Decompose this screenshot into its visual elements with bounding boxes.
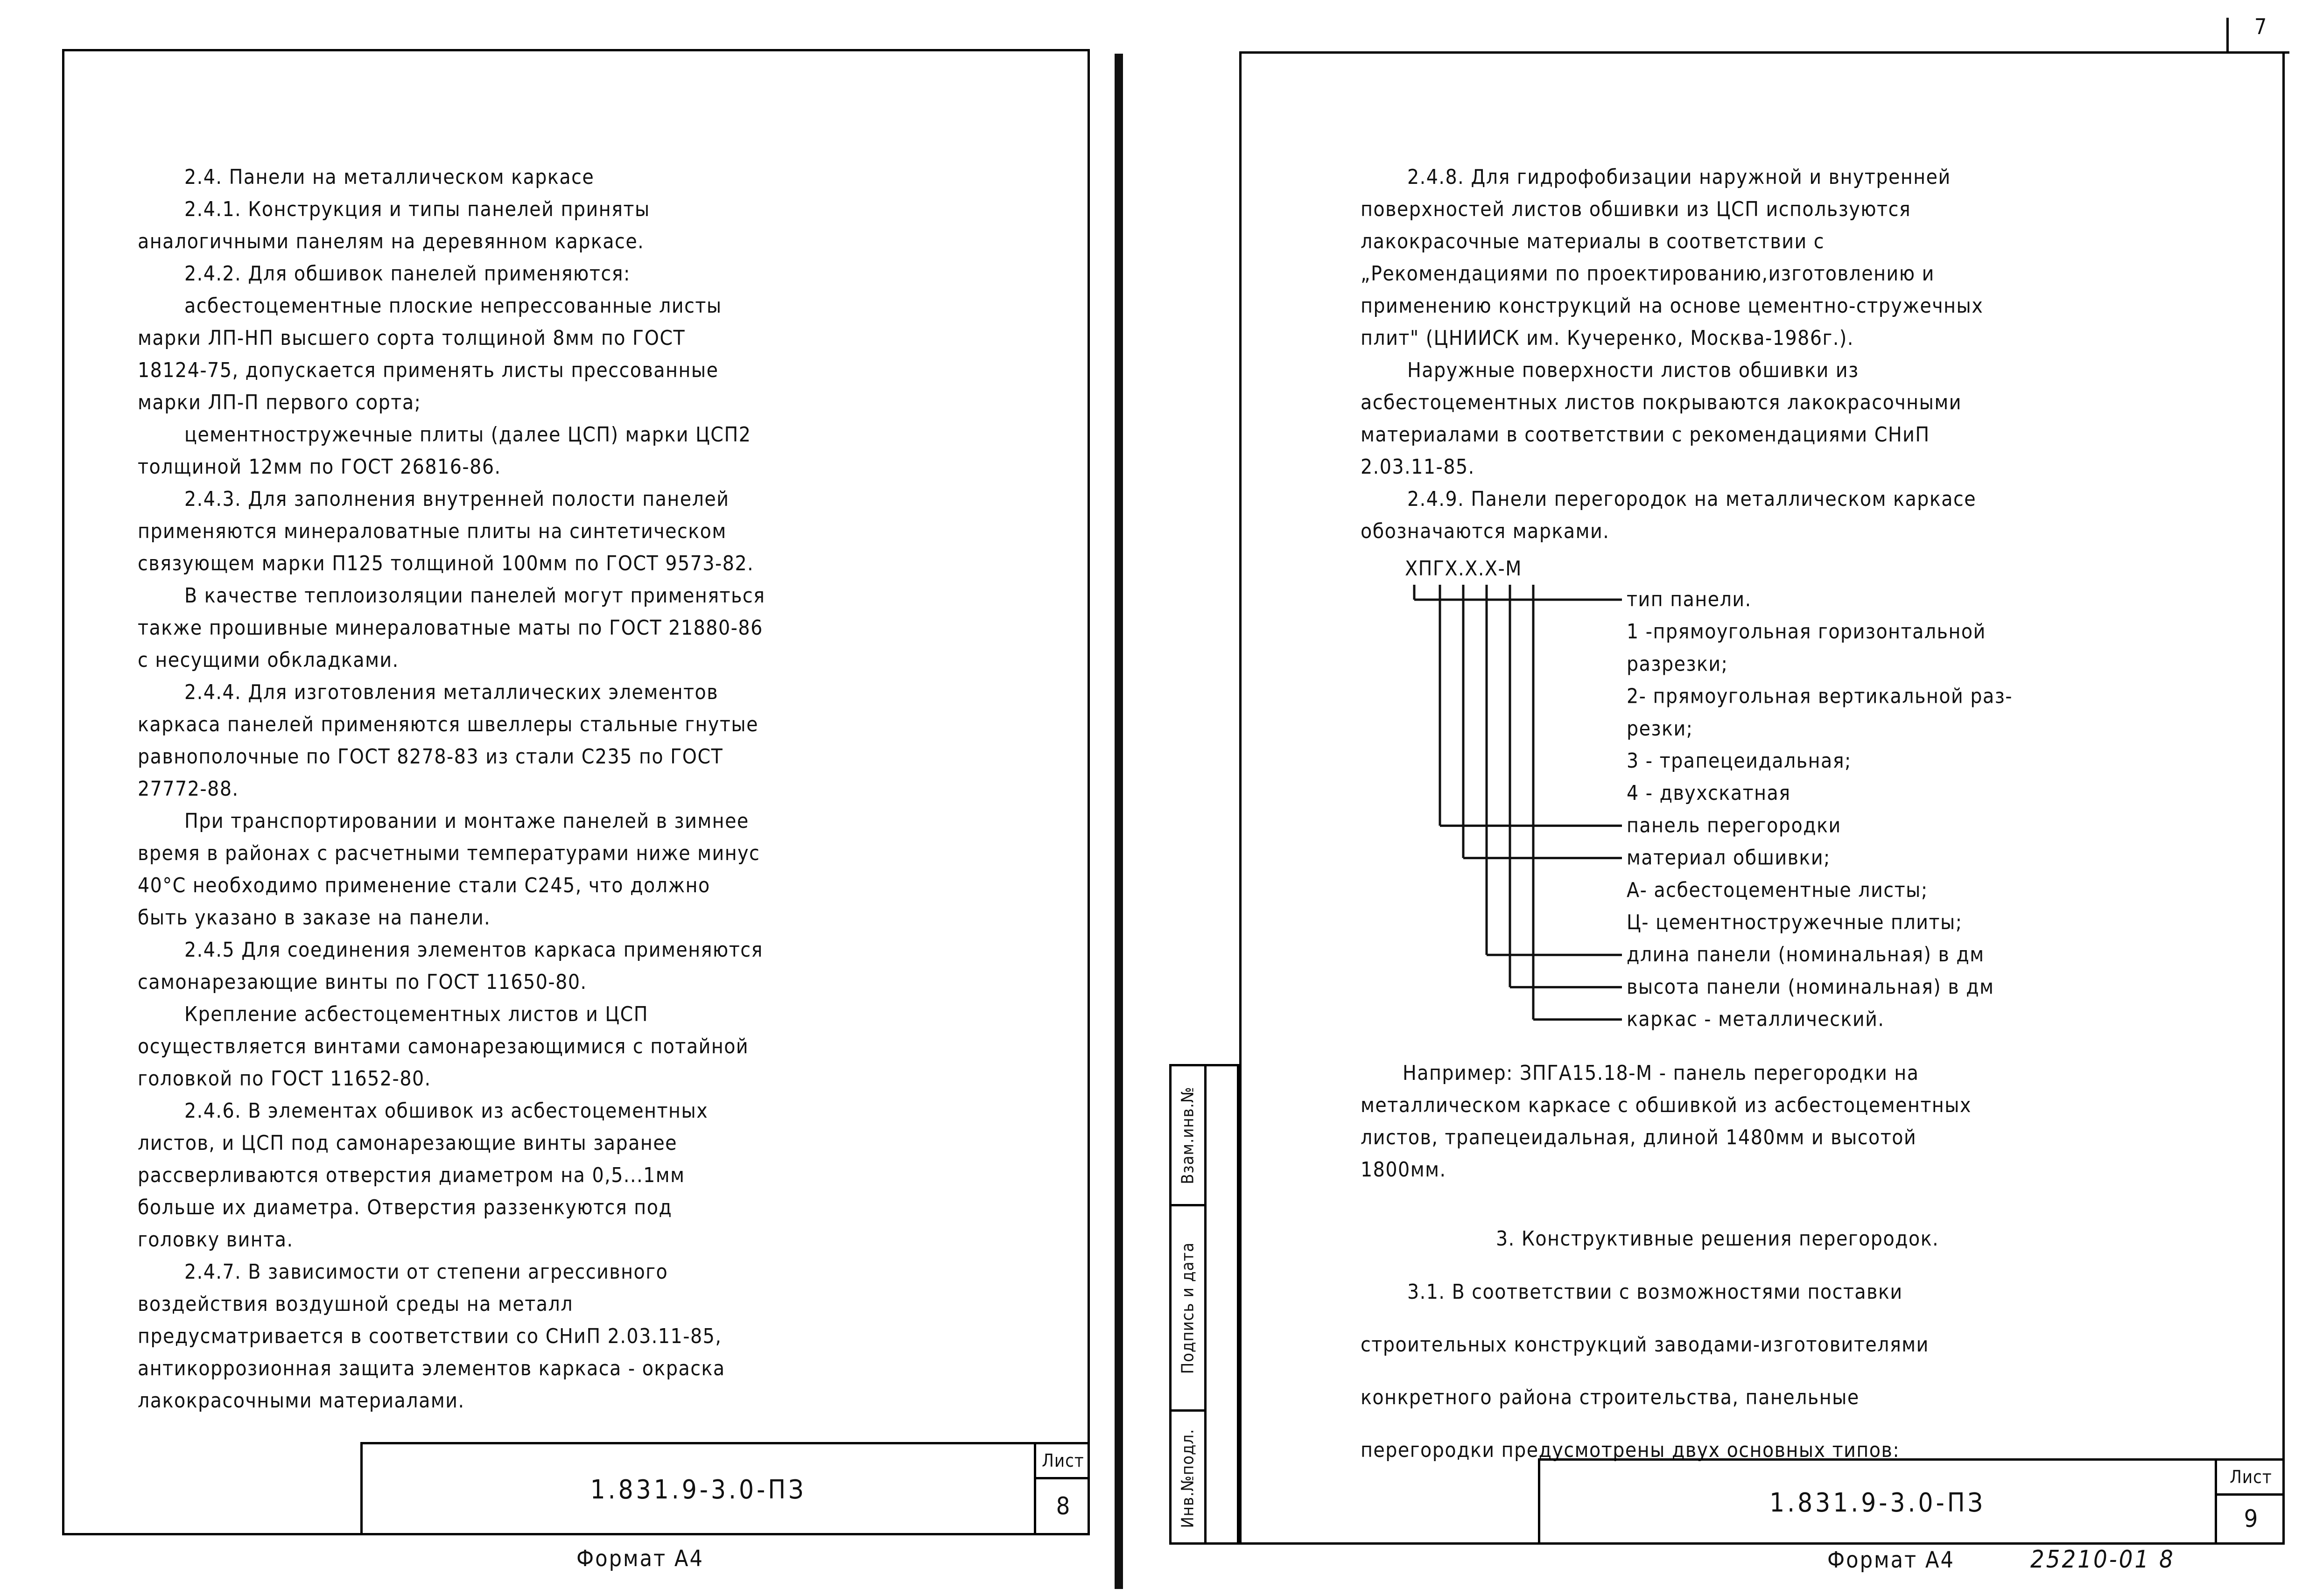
sheet-number: 9 xyxy=(2244,1505,2258,1533)
marking-legend xyxy=(1627,588,2013,1031)
text-line: 2.4.6. В элементах обшивок из асбестоцементных xyxy=(184,1099,709,1123)
text-line: антикоррозионная защита элементов каркаса - окраска xyxy=(138,1357,725,1380)
text-line: лакокрасочные материалы в соответствии с xyxy=(1361,230,1825,253)
stamp-label: Подпись и дата xyxy=(1178,1242,1198,1374)
legend-entry: высота панели (номинальная) в дм xyxy=(1627,975,1994,999)
legend-entry: каркас - металлический. xyxy=(1627,1007,1885,1031)
stamp-divider xyxy=(1204,1066,1207,1542)
stamp-cell xyxy=(1172,1412,1204,1545)
legend-entry: 1 -прямоугольная горизонтальной xyxy=(1627,620,1986,644)
text-line: обозначаются марками. xyxy=(1361,519,1610,543)
text-line: рассверливаются отверстия диаметром на 0,5...1мм xyxy=(138,1163,685,1187)
right-title-block xyxy=(1538,1458,2285,1545)
text-line: самонарезающие винты по ГОСТ 11650-80. xyxy=(138,970,587,994)
text-line: конкретного района строительства, панельные xyxy=(1361,1386,1860,1409)
text-line: 2.4.7. В зависимости от степени агрессивного xyxy=(184,1260,668,1284)
left-title-block xyxy=(360,1442,1090,1535)
legend-entry: панель перегородки xyxy=(1627,813,1841,838)
text-line: 2.4.4. Для изготовления металлических элементов xyxy=(184,680,719,704)
text-line: 2.4.8. Для гидрофобизации наружной и внутренней xyxy=(1407,165,1951,189)
text-line: листов, трапецеидальная, длиной 1480мм и высотой xyxy=(1361,1126,1917,1149)
text-line: марки ЛП-П первого сорта; xyxy=(138,391,421,414)
text-line: марки ЛП-НП высшего сорта толщиной 8мм по ГОСТ xyxy=(138,326,686,350)
text-line: 2.4.5 Для соединения элементов каркаса применяются xyxy=(184,938,763,962)
sheet-number: 8 xyxy=(1056,1492,1070,1520)
legend-entry: резки; xyxy=(1627,716,1693,741)
legend-entry: А- асбестоцементные листы; xyxy=(1627,878,1928,902)
text-line: равнополочные по ГОСТ 8278-83 из стали С235 по ГОСТ xyxy=(138,745,723,769)
sheet-label: Лист xyxy=(2217,1461,2285,1496)
text-line: 2.4.1. Конструкция и типы панелей приняты xyxy=(184,197,650,221)
text-line: поверхностей листов обшивки из ЦСП используются xyxy=(1361,197,1911,221)
legend-entry: 3 - трапецеидальная; xyxy=(1627,749,1852,773)
sheet-label: Лист xyxy=(1036,1444,1090,1479)
marking-leader-lines xyxy=(1414,585,1622,1020)
legend-entry: длина панели (номинальная) в дм xyxy=(1627,943,1985,967)
text-line: „Рекомендациями по проектированию,изготовлению и xyxy=(1361,262,1935,286)
stamp-cell xyxy=(1172,1206,1204,1412)
text-line: головку винта. xyxy=(138,1228,294,1252)
text-line: предусматривается в соответствии со СНиП 2.03.11-85, xyxy=(138,1324,722,1348)
text-line: время в районах с расчетными температурами ниже минус xyxy=(138,841,760,865)
text-line: 2.4.2. Для обшивок панелей применяются: xyxy=(184,262,631,286)
left-page-text xyxy=(138,161,1071,1417)
text-line: 18124-75, допускается применять листы прессованные xyxy=(138,358,719,382)
text-line: 40°С необходимо применение стали С245, что должно xyxy=(138,874,710,897)
text-line: 27772-88. xyxy=(138,777,239,801)
text-line: перегородки предусмотрены двух основных типов: xyxy=(1361,1438,1900,1462)
text-line: также прошивные минераловатные маты по ГОСТ 21880-86 xyxy=(138,616,763,640)
sheet-cell xyxy=(1034,1444,1090,1535)
text-line: плит" (ЦНИИСК им. Кучеренко, Москва-1986г.). xyxy=(1361,326,1854,350)
legend-entry: разрезки; xyxy=(1627,652,1728,676)
right-page-text xyxy=(1361,161,2275,547)
stamp-label: Взам.инв.№ xyxy=(1178,1086,1198,1184)
example-text xyxy=(1361,1057,2247,1186)
inventory-number: 25210-01 8 xyxy=(2030,1546,2175,1574)
stamp-cell xyxy=(1172,1066,1204,1206)
stamp-label: Инв.№подл. xyxy=(1178,1428,1198,1528)
sheet-cell xyxy=(2215,1461,2285,1545)
text-line: 3.1. В соответствии с возможностями поставки xyxy=(1407,1280,1903,1304)
text-line: строительных конструкций заводами-изготовителями xyxy=(1361,1333,1929,1357)
text-line: асбестоцементные плоские непрессованные листы xyxy=(184,294,722,318)
text-line: цементностружечные плиты (далее ЦСП) марки ЦСП2 xyxy=(184,423,751,447)
marking-scheme-diagram xyxy=(1368,553,2254,1048)
text-line: каркаса панелей применяются швеллеры стальные гнутые xyxy=(138,713,759,736)
document-designation: 1.831.9-3.0-ПЗ xyxy=(1769,1487,1986,1518)
text-line: 2.4.3. Для заполнения внутренней полости панелей xyxy=(184,487,730,511)
text-line: Крепление асбестоцементных листов и ЦСП xyxy=(184,1002,649,1026)
text-line: осуществляется винтами самонарезающимися с потайной xyxy=(138,1035,749,1058)
text-line: 2.03.11-85. xyxy=(1361,455,1475,479)
format-label: Формат А4 xyxy=(576,1546,704,1572)
text-line: 1800мм. xyxy=(1361,1158,1446,1182)
text-line: 2.4.9. Панели перегородок на металлическом каркасе xyxy=(1407,487,1977,511)
text-line: быть указано в заказе на панели. xyxy=(138,906,491,930)
text-line: При транспортировании и монтаже панелей в зимнее xyxy=(184,809,749,833)
text-line: асбестоцементных листов покрываются лакокрасочными xyxy=(1361,391,1962,414)
legend-entry: Ц- цементностружечные плиты; xyxy=(1627,910,1963,934)
corner-number: 7 xyxy=(2254,14,2267,39)
text-line: Наружные поверхности листов обшивки из xyxy=(1407,358,1859,382)
text-line: толщиной 12мм по ГОСТ 26816-86. xyxy=(138,455,501,479)
legend-entry: 4 - двухскатная xyxy=(1627,781,1791,805)
text-line: больше их диаметра. Отверстия раззенкуются под xyxy=(138,1196,673,1219)
legend-entry: тип панели. xyxy=(1627,588,1752,611)
text-line: воздействия воздушной среды на металл xyxy=(138,1292,574,1316)
marking-code: ХПГХ.Х.Х-М xyxy=(1405,557,1522,581)
page-gutter xyxy=(1115,54,1123,1589)
section-3-heading: 3. Конструктивные решения перегородок. xyxy=(1496,1227,1939,1251)
text-line: применяются минераловатные плиты на синтетическом xyxy=(138,519,727,543)
text-line: аналогичными панелям на деревянном каркасе. xyxy=(138,230,645,253)
text-line: лакокрасочными материалами. xyxy=(138,1389,465,1413)
text-line: применению конструкций на основе цементно-стружечных xyxy=(1361,294,1984,318)
side-stamp xyxy=(1169,1064,1239,1545)
format-label: Формат А4 xyxy=(1827,1547,1955,1573)
document-designation: 1.831.9-3.0-ПЗ xyxy=(590,1475,807,1505)
text-line: 2.4. Панели на металлическом каркасе xyxy=(184,165,595,189)
legend-entry: 2- прямоугольная вертикальной раз- xyxy=(1627,684,2013,708)
text-line: головкой по ГОСТ 11652-80. xyxy=(138,1067,431,1091)
text-line: листов, и ЦСП под самонарезающие винты заранее xyxy=(138,1131,678,1155)
section-3-text xyxy=(1361,1255,2247,1487)
text-line: материалами в соответствии с рекомендациями СНиП xyxy=(1361,423,1930,447)
text-line: связующем марки П125 толщиной 100мм по ГОСТ 9573-82. xyxy=(138,552,754,575)
text-line: Например: ЗПГА15.18-М - панель перегородки на xyxy=(1403,1061,1919,1085)
text-line: В качестве теплоизоляции панелей могут применяться xyxy=(184,584,765,608)
legend-entry: материал обшивки; xyxy=(1627,846,1831,870)
text-line: с несущими обкладками. xyxy=(138,648,399,672)
text-line: металлическом каркасе с обшивкой из асбестоцементных xyxy=(1361,1093,1972,1117)
